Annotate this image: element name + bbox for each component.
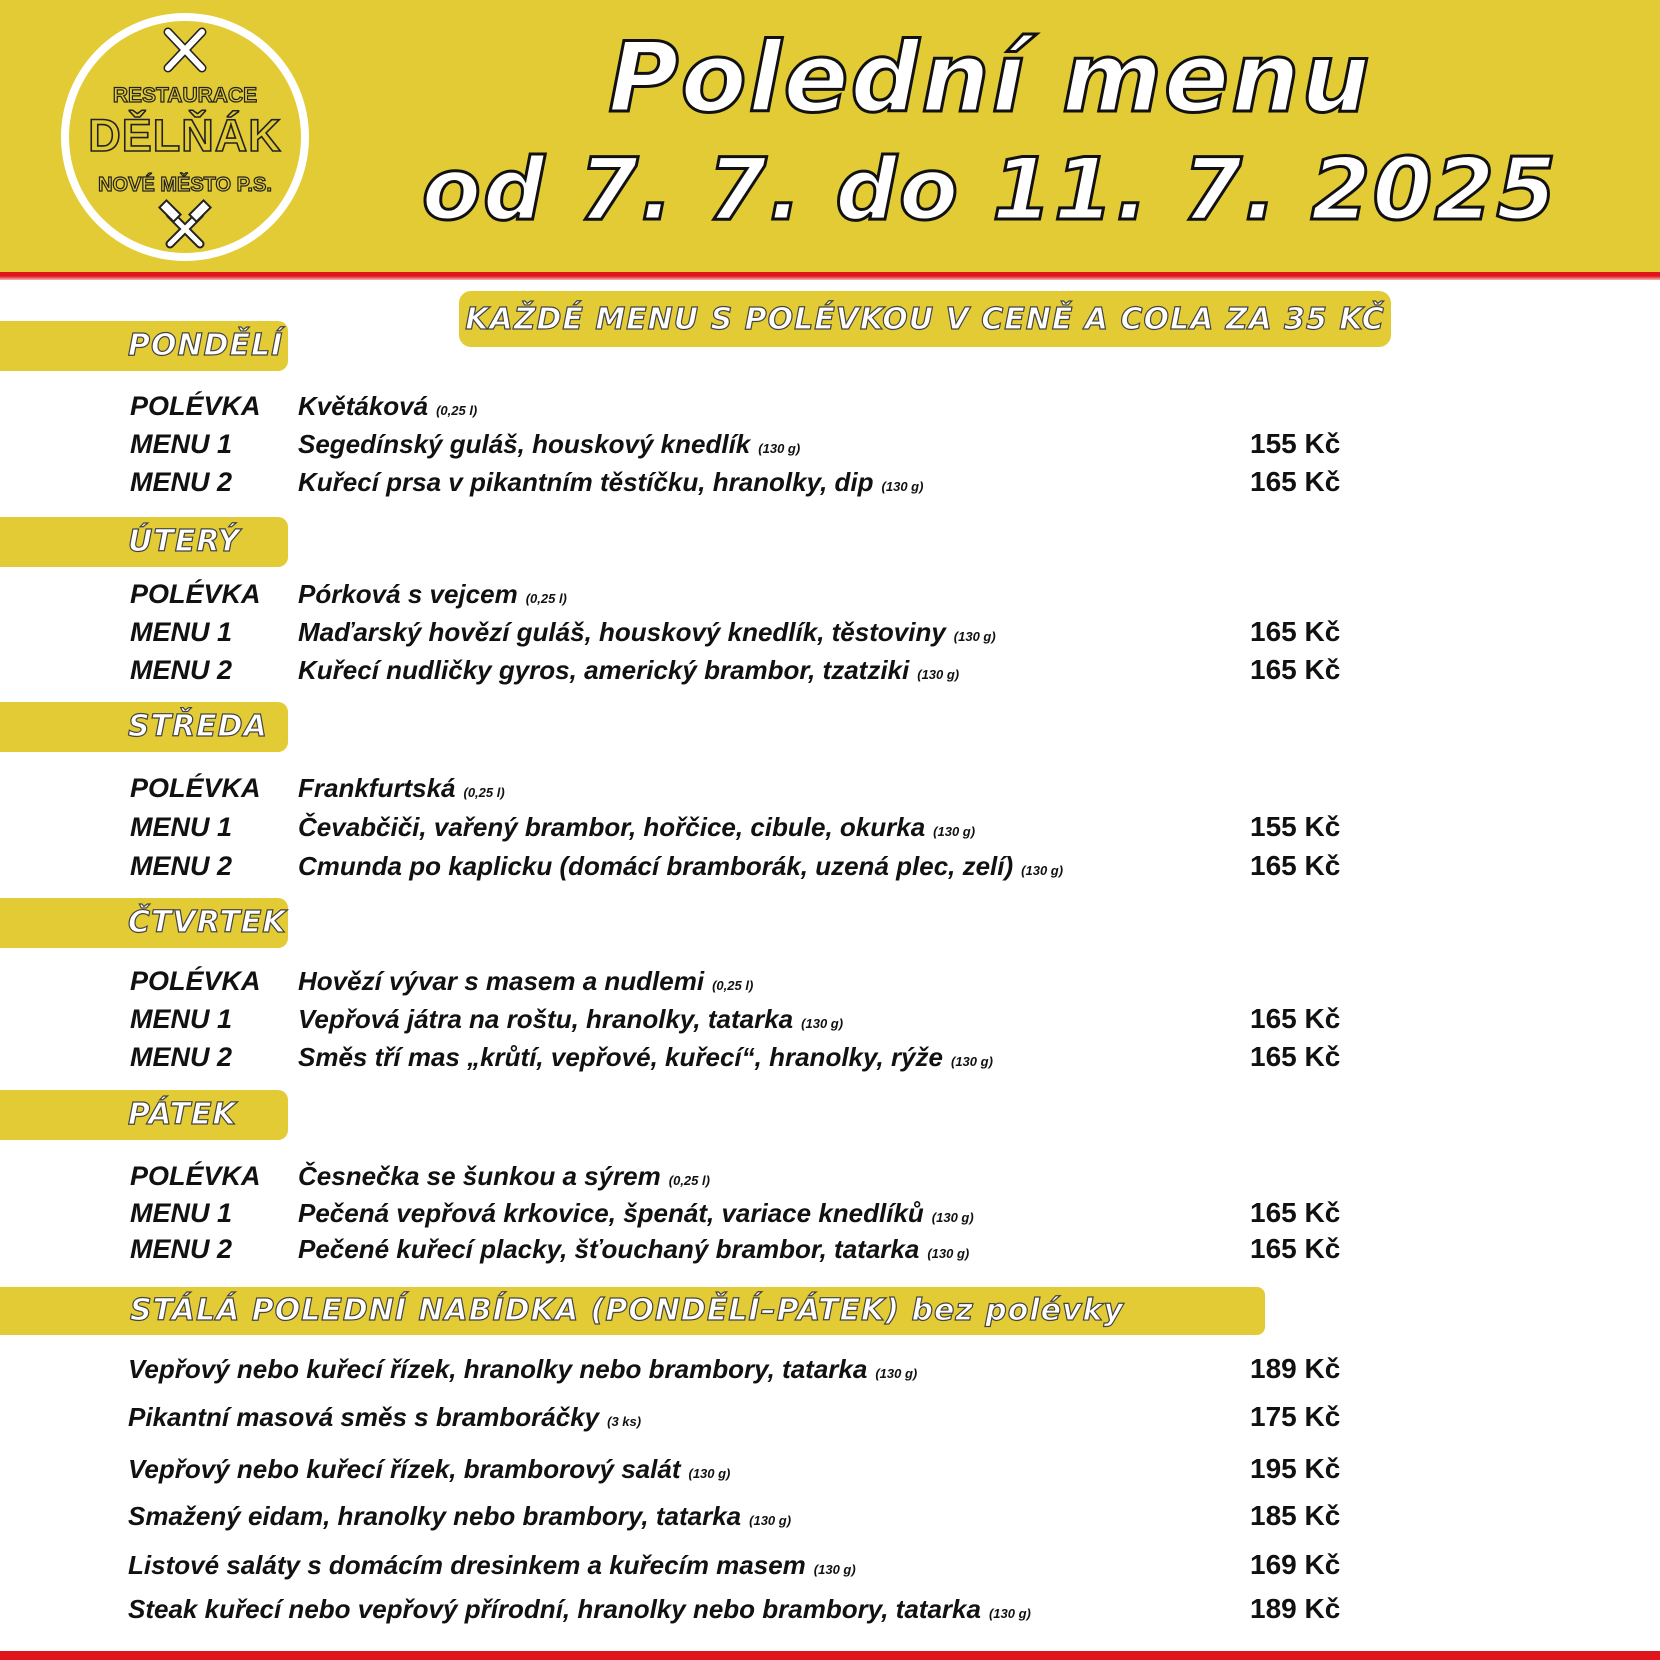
dish-price: 189 Kč xyxy=(1250,1353,1341,1384)
dish-price: 165 Kč xyxy=(1250,1197,1341,1228)
dish-text: Maďarský hovězí guláš, houskový knedlík, těstoviny xyxy=(298,617,946,647)
menu-row xyxy=(0,650,1660,690)
day-label-streda: STŘEDA xyxy=(0,702,288,752)
dish-text: Česnečka se šunkou a sýrem xyxy=(298,1161,661,1191)
dish-name xyxy=(128,1589,1031,1634)
dish-text: Kuřecí prsa v pikantním těstíčku, hranolky, dip xyxy=(298,467,874,497)
dish-qty: (130 g) xyxy=(813,1562,856,1577)
standing-row xyxy=(0,1545,1660,1585)
dish-name xyxy=(128,1397,641,1442)
row-label: MENU 2 xyxy=(130,467,233,497)
dish-price: 189 Kč xyxy=(1250,1593,1341,1624)
menu-row xyxy=(0,846,1660,886)
standing-row xyxy=(0,1496,1660,1536)
restaurant-logo xyxy=(58,10,312,264)
dish-price: 165 Kč xyxy=(1250,466,1341,497)
dish-price: 165 Kč xyxy=(1250,1003,1341,1034)
dish-text: Hovězí vývar s masem a nudlemi xyxy=(298,966,705,996)
dish-qty: (0,25 l) xyxy=(525,591,567,606)
dish-name xyxy=(128,1545,856,1590)
dish-text: Květáková xyxy=(298,391,429,421)
row-label: MENU 1 xyxy=(130,617,233,647)
dish-qty: (0,25 l) xyxy=(463,785,505,800)
row-label: MENU 2 xyxy=(130,655,233,685)
dish-price: 165 Kč xyxy=(1250,1233,1341,1264)
standing-row xyxy=(0,1397,1660,1437)
dish-name xyxy=(298,650,959,695)
row-label: POLÉVKA xyxy=(130,966,261,996)
standing-row xyxy=(0,1349,1660,1389)
dish-qty: (130 g) xyxy=(801,1016,844,1031)
dish-price: 175 Kč xyxy=(1250,1401,1341,1432)
dish-text: Segedínský guláš, houskový knedlík xyxy=(298,429,751,459)
menu-row xyxy=(0,807,1660,847)
dish-price: 155 Kč xyxy=(1250,811,1341,842)
dish-qty: (0,25 l) xyxy=(668,1173,710,1188)
dish-name xyxy=(128,1496,791,1541)
logo-location: NOVÉ MĚSTO P.S. xyxy=(98,174,272,196)
dish-name xyxy=(298,1229,969,1274)
day-label-ctvrtek: ČTVRTEK xyxy=(0,898,288,948)
day-label-utery: ÚTERÝ xyxy=(0,517,288,567)
menu-row xyxy=(0,999,1660,1039)
dish-qty: (0,25 l) xyxy=(436,403,478,418)
dish-price: 165 Kč xyxy=(1250,616,1341,647)
dish-text: Pečené kuřecí placky, šťouchaný brambor, tatarka xyxy=(298,1234,920,1264)
dish-name xyxy=(128,1449,730,1494)
menu-row xyxy=(0,612,1660,652)
dish-text: Vepřový nebo kuřecí řízek, hranolky nebo brambory, tatarka xyxy=(128,1354,868,1384)
dish-qty: (130 g) xyxy=(931,1210,974,1225)
dish-text: Frankfurtská xyxy=(298,773,456,803)
dish-price: 169 Kč xyxy=(1250,1549,1341,1580)
bottom-stripe xyxy=(0,1651,1660,1660)
menu-row xyxy=(0,462,1660,502)
row-label: POLÉVKA xyxy=(130,579,261,609)
dish-price: 185 Kč xyxy=(1250,1500,1341,1531)
dish-qty: (130 g) xyxy=(1021,863,1064,878)
dish-qty: (130 g) xyxy=(758,441,801,456)
dish-qty: (130 g) xyxy=(953,629,996,644)
row-label: MENU 1 xyxy=(130,429,233,459)
row-label: MENU 2 xyxy=(130,851,233,881)
row-label: MENU 1 xyxy=(130,1198,233,1228)
standing-row xyxy=(0,1589,1660,1629)
dish-price: 195 Kč xyxy=(1250,1453,1341,1484)
dish-qty: (3 ks) xyxy=(607,1414,642,1429)
menu-row xyxy=(0,574,1660,614)
day-label-patek: PÁTEK xyxy=(0,1090,288,1140)
dish-text: Pórková s vejcem xyxy=(298,579,518,609)
day-label-pondeli: PONDĚLÍ xyxy=(0,321,288,371)
dish-qty: (130 g) xyxy=(988,1606,1031,1621)
dish-qty: (130 g) xyxy=(881,479,924,494)
menu-row xyxy=(0,1037,1660,1077)
dish-text: Cmunda po kaplicku (domácí bramborák, uzená plec, zelí) xyxy=(298,851,1014,881)
dish-text: Kuřecí nudličky gyros, americký brambor, tzatziki xyxy=(298,655,910,685)
dish-qty: (0,25 l) xyxy=(712,978,754,993)
dish-text: Čevabčiči, vařený brambor, hořčice, cibule, okurka xyxy=(298,812,926,842)
logo-restaurace: RESTAURACE xyxy=(112,84,258,107)
menu-row xyxy=(0,1156,1660,1196)
dish-price: 165 Kč xyxy=(1250,654,1341,685)
dish-text: Vepřový nebo kuřecí řízek, bramborový salát xyxy=(128,1454,681,1484)
dish-qty: (130 g) xyxy=(951,1054,993,1069)
dish-text: Vepřová játra na roštu, hranolky, tatarka xyxy=(298,1004,794,1034)
menu-row xyxy=(0,424,1660,464)
dish-price: 165 Kč xyxy=(1250,850,1341,881)
dish-name xyxy=(298,1037,993,1082)
dish-qty: (130 g) xyxy=(875,1366,918,1381)
dish-text: Směs tří mas „krůtí, vepřové, kuřecí“, hranolky, rýže xyxy=(298,1042,943,1072)
standing-row xyxy=(0,1449,1660,1489)
divider-stripe xyxy=(0,272,1660,280)
dish-qty: (130 g) xyxy=(688,1466,731,1481)
menu-row xyxy=(0,768,1660,808)
dish-text: Smažený eidam, hranolky nebo brambory, tatarka xyxy=(128,1501,742,1531)
row-label: POLÉVKA xyxy=(130,773,261,803)
dish-name xyxy=(298,462,923,507)
dish-qty: (130 g) xyxy=(933,824,976,839)
dish-price: 165 Kč xyxy=(1250,1041,1341,1072)
dish-price: 155 Kč xyxy=(1250,428,1341,459)
row-label: MENU 1 xyxy=(130,1004,233,1034)
row-label: MENU 1 xyxy=(130,812,233,842)
menu-row xyxy=(0,386,1660,426)
dish-qty: (130 g) xyxy=(917,667,960,682)
logo-name: DĚLŇÁK xyxy=(88,110,282,161)
dish-text: Pečená vepřová krkovice, špenát, variace knedlíků xyxy=(298,1198,924,1228)
info-banner: KAŽDÉ MENU S POLÉVKOU V CENĚ A COLA ZA 35 KČ xyxy=(459,291,1391,347)
row-label: POLÉVKA xyxy=(130,1161,261,1191)
dish-text: Steak kuřecí nebo vepřový přírodní, hranolky nebo brambory, tatarka xyxy=(128,1594,981,1624)
date-range: od 7. 7. do 11. 7. 2025 xyxy=(421,140,1559,240)
dish-qty: (130 g) xyxy=(927,1246,970,1261)
menu-row xyxy=(0,1229,1660,1269)
menu-row xyxy=(0,961,1660,1001)
dish-name xyxy=(128,1349,917,1394)
dish-text: Listové saláty s domácím dresinkem a kuřecím masem xyxy=(128,1550,806,1580)
dish-qty: (130 g) xyxy=(749,1513,792,1528)
dish-text: Pikantní masová směs s bramboráčky xyxy=(128,1402,600,1432)
row-label: POLÉVKA xyxy=(130,391,261,421)
row-label: MENU 2 xyxy=(130,1234,233,1264)
row-label: MENU 2 xyxy=(130,1042,233,1072)
menu-row xyxy=(0,1193,1660,1233)
dish-name xyxy=(298,846,1063,891)
page-title: Polední menu xyxy=(608,22,1372,134)
standing-offer-label: STÁLÁ POLEDNÍ NABÍDKA (PONDĚLÍ–PÁTEK) bez polévky xyxy=(0,1287,1265,1335)
